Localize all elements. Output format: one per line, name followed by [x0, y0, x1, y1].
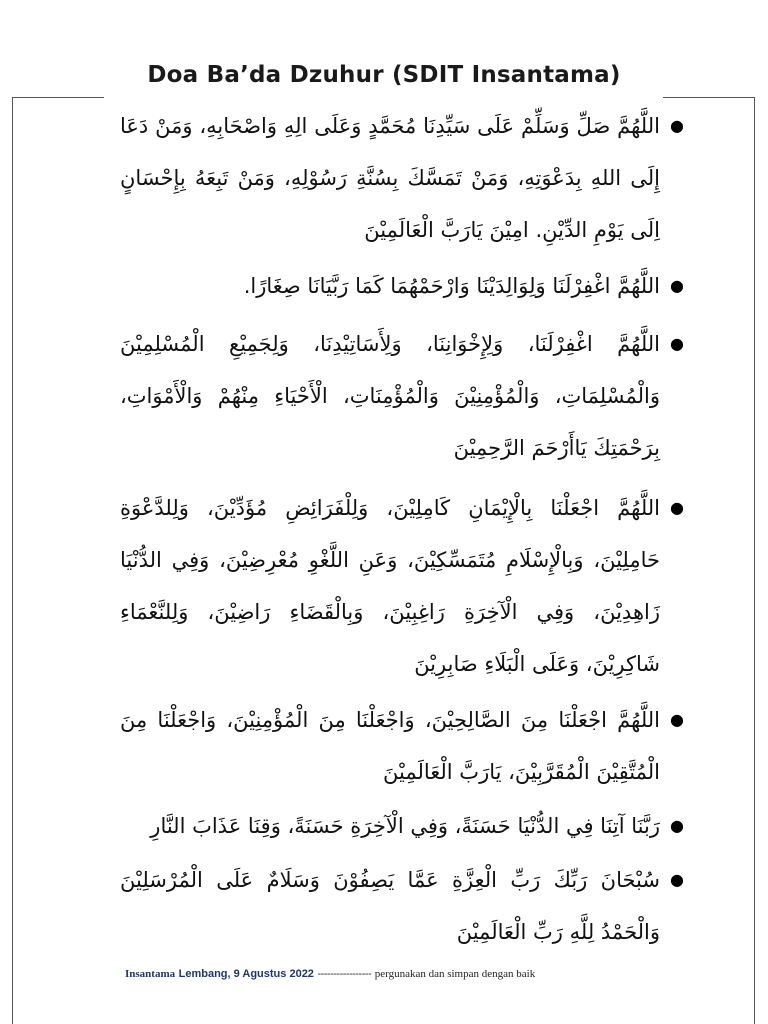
prayer-item-4	[120, 482, 684, 690]
prayer-text-7: سُبْحَانَ رَبِّكَ رَبِّ الْعِزَّةِ عَمَّا يَصِفُوْنَ وَسَلَامٌ عَلَى الْمُرْسَلِيْنَ وَالْحَمْدُ لِلَّهِ رَبِّ الْعَالَمِيْنَ	[120, 868, 660, 944]
bullet-icon: ●	[670, 710, 684, 729]
bullet-icon: ●	[670, 870, 684, 889]
prayer-list	[120, 100, 684, 958]
footer-place: Insantama	[125, 968, 176, 980]
page-title: Doa Ba’da Dzuhur (SDIT Insantama)	[147, 62, 621, 88]
prayer-item-7	[120, 854, 684, 958]
prayer-text-1: اللَّهُمَّ صَلِّ وَسَلِّمْ عَلَى سَيِّدِنَا مُحَمَّدٍ وَعَلَى الِهِ وَاصْحَابِهِ، وَمَنْ دَعَا إِلَى اللهِ بِدَعْوَتِهِ، وَمَنْ تَمَسَّكَ بِسُنَّةِ رَسُوْلِهِ، وَمَنْ تَبِعَهُ بِإِحْسَانٍ اِلَى يَوْمِ الدِّيْنِ. امِيْنَ يَارَبَّ الْعَالَمِيْنَ	[120, 114, 660, 242]
bullet-icon: ●	[670, 816, 684, 835]
prayer-item-3	[120, 318, 684, 474]
prayer-item-1	[120, 100, 684, 256]
prayer-text-2: اللَّهُمَّ اغْفِرْلَنَا وَلِوَالِدَيْنَا وَارْحَمْهُمَا كَمَا رَبَّيَانَا صِغَارًا.	[243, 274, 660, 298]
bullet-icon: ●	[670, 276, 684, 295]
footer	[125, 967, 665, 980]
frame-top-left-edge	[12, 97, 104, 98]
prayer-text-6: رَبَّنَا آتِنَا فِي الدُّنْيَا حَسَنَةً، وَفِي الْآخِرَةِ حَسَنَةً، وَقِنَا عَذَابَ النَّارِ	[150, 814, 660, 838]
bullet-icon: ●	[670, 334, 684, 353]
prayer-item-6	[120, 800, 684, 852]
footer-separator: -----------------	[317, 968, 372, 980]
footer-note: pergunakan dan simpan dengan baik	[374, 968, 536, 980]
frame-top-right-edge	[663, 97, 755, 98]
prayer-text-4: اللَّهُمَّ اجْعَلْنَا بِالْإِيْمَانِ كَامِلِيْنَ، وَلِلْفَرَائِضِ مُؤَدِّيْنَ، وَلِلدَّعْوَةِ حَامِلِيْنَ، وَبِالْإِسْلَامِ مُتَمَسِّكِيْنَ، وَعَنِ اللَّغْوِ مُعْرِضِيْنَ، وَفِي الدُّنْيَا زَاهِدِيْنَ، وَفِي الْآخِرَةِ رَاغِبِيْنَ، وَبِالْقَضَاءِ رَاضِيْنَ، وَلِلنَّعْمَاءِ شَاكِرِيْنَ، وَعَلَى الْبَلَاءِ صَابِرِيْنَ	[120, 496, 660, 676]
bullet-icon: ●	[670, 498, 684, 517]
prayer-item-5	[120, 694, 684, 798]
prayer-text-3: اللَّهُمَّ اغْفِرْلَنَا، وَلِإِخْوَانِنَا، وَلِأَسَاتِيْدِنَا، وَلِجَمِيْعِ الْمُسْلِمِيْنَ وَالْمُسْلِمَاتِ، وَالْمُؤْمِنِيْنَ وَالْمُؤْمِنَاتِ، الْأَحْيَاءِ مِنْهُمْ وَالْأَمْوَاتِ، بِرَحْمَتِكَ يَاأَرْحَمَ الرَّحِمِيْنَ	[120, 332, 660, 460]
prayer-item-2	[120, 260, 684, 312]
bullet-icon: ●	[670, 116, 684, 135]
footer-date: Lembang, 9 Agustus 2022	[178, 968, 314, 980]
prayer-text-5: اللَّهُمَّ اجْعَلْنَا مِنَ الصَّالِحِيْنَ، وَاجْعَلْنَا مِنَ الْمُؤْمِنِيْنَ، وَاجْعَلْنَا مِنَ الْمُتَّقِيْنَ الْمُقَرَّبِيْنَ، يَارَبَّ الْعَالَمِيْنَ	[120, 708, 660, 784]
